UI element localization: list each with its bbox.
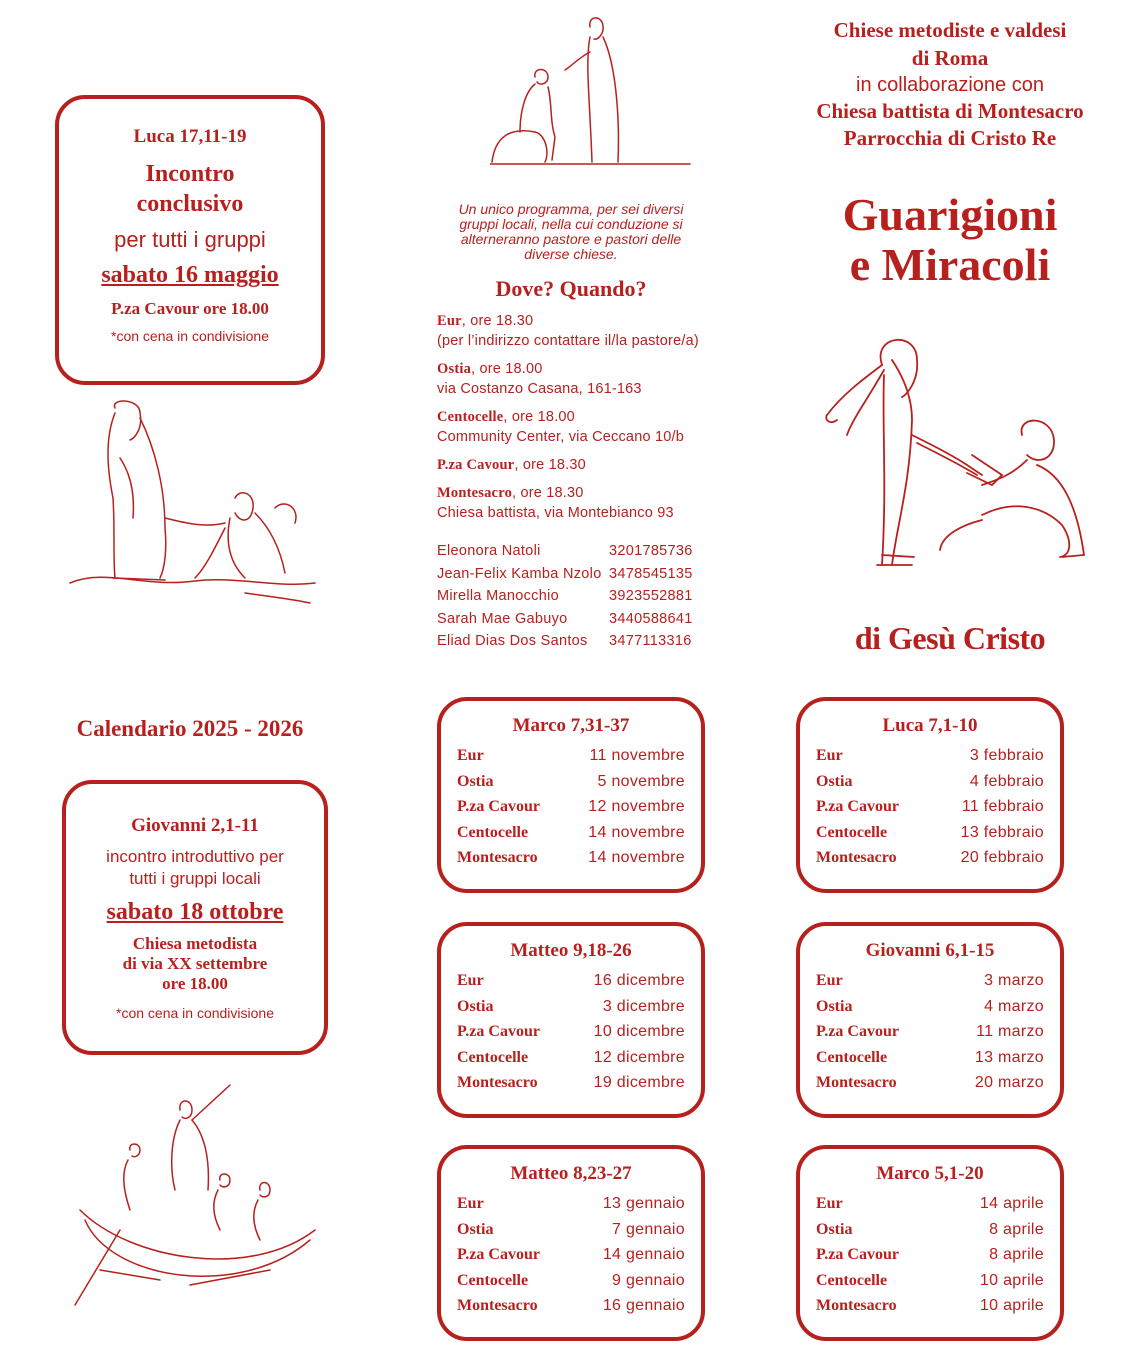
- schedule-location: P.za Cavour: [816, 1023, 899, 1041]
- schedule-row: [457, 769, 685, 795]
- schedule-row: [816, 1217, 1044, 1243]
- schedule-row: [457, 968, 685, 994]
- location-detail: (per l’indirizzo contattare il/la pastore/a): [437, 333, 699, 349]
- schedule-location: P.za Cavour: [816, 1246, 899, 1264]
- final-meeting-reference: Luca 17,11-19: [133, 126, 247, 147]
- schedule-date: 3 dicembre: [602, 997, 685, 1015]
- intro-meeting-desc-2: tutti i gruppi locali: [129, 869, 261, 888]
- schedule-location: Centocelle: [816, 823, 888, 841]
- location-name: Eur: [437, 313, 462, 329]
- location-name: Montesacro: [437, 485, 513, 501]
- schedule-row: [457, 743, 685, 769]
- contact-row: [437, 563, 717, 586]
- schedule-date: 4 marzo: [984, 997, 1044, 1015]
- partner-line-1: Chiesa battista di Montesacro: [816, 99, 1084, 123]
- schedule-location: P.za Cavour: [457, 798, 540, 816]
- contact-phone: 3923552881: [609, 588, 693, 604]
- collab-line: in collaborazione con: [856, 74, 1044, 96]
- schedule-row: [816, 1293, 1044, 1319]
- lepers-illustration: [65, 398, 320, 610]
- schedule-location: Centocelle: [816, 1271, 888, 1289]
- schedule-date: 8 aprile: [989, 1246, 1044, 1264]
- location-detail: via Costanzo Casana, 161-163: [437, 381, 642, 397]
- schedule-box: [796, 1145, 1064, 1341]
- schedule-date: 11 marzo: [976, 1023, 1044, 1041]
- final-meeting-date: sabato 16 maggio: [101, 262, 279, 288]
- schedule-date: 16 dicembre: [593, 972, 685, 989]
- location-item: [437, 455, 717, 475]
- contacts-list: [437, 540, 717, 653]
- schedule-date: 5 novembre: [597, 772, 685, 790]
- contact-phone: 3201785736: [609, 543, 693, 559]
- schedule-date: 13 gennaio: [602, 1195, 685, 1212]
- contact-row: [437, 540, 717, 563]
- schedule-date: 13 febbraio: [960, 823, 1044, 841]
- contact-name: Sarah Mae Gabuyo: [437, 610, 568, 627]
- schedule-date: 14 novembre: [588, 823, 685, 841]
- schedule-row: [816, 968, 1044, 994]
- location-time: , ore 18.30: [512, 485, 584, 501]
- location-item: [437, 359, 717, 399]
- schedule-location: Ostia: [816, 772, 853, 790]
- boat-illustration: [70, 1080, 320, 1310]
- schedule-row: [816, 820, 1044, 846]
- schedule-date: 7 gennaio: [612, 1220, 685, 1238]
- intro-meeting-reference: Giovanni 2,1-11: [131, 815, 259, 836]
- intro-meeting-box: [62, 780, 328, 1055]
- final-meeting-box: [55, 95, 325, 385]
- schedule-row: [457, 1070, 685, 1096]
- schedule-row: [457, 994, 685, 1020]
- schedule-row: [816, 1070, 1044, 1096]
- schedule-date: 3 marzo: [984, 972, 1044, 989]
- schedule-location: Eur: [816, 972, 843, 989]
- calendar-heading: Calendario 2025 - 2026: [76, 716, 304, 741]
- schedule-row: [816, 769, 1044, 795]
- schedule-location: Centocelle: [457, 1048, 529, 1066]
- location-name: P.za Cavour: [437, 457, 515, 473]
- org-line-1: Chiese metodiste e valdesi: [833, 18, 1067, 42]
- schedule-row: [457, 845, 685, 871]
- contact-name: Eliad Dias Dos Santos: [437, 633, 588, 649]
- schedule-reference: Matteo 9,18-26: [510, 940, 632, 961]
- schedule-row: [457, 1217, 685, 1243]
- location-item: [437, 407, 717, 447]
- schedule-date: 10 aprile: [979, 1271, 1044, 1289]
- schedule-row: [816, 1191, 1044, 1217]
- intro-meeting-note: *con cena in condivisione: [116, 1005, 274, 1021]
- schedule-date: 13 marzo: [974, 1048, 1044, 1066]
- locations-list: [437, 311, 717, 531]
- jesus-blessing-illustration: [490, 12, 695, 172]
- schedule-row: [816, 794, 1044, 820]
- schedule-date: 14 gennaio: [602, 1246, 685, 1264]
- schedule-date: 10 aprile: [979, 1297, 1044, 1315]
- schedule-row: [816, 845, 1044, 871]
- intro-meeting-desc-1: incontro introduttivo per: [106, 847, 284, 866]
- schedule-date: 4 febbraio: [969, 772, 1044, 790]
- location-time: , ore 18.00: [503, 409, 575, 425]
- schedule-location: P.za Cavour: [457, 1246, 540, 1264]
- schedule-location: Montesacro: [457, 1297, 538, 1315]
- schedule-row: [816, 1045, 1044, 1071]
- schedule-box: [437, 1145, 705, 1341]
- schedule-date: 11 febbraio: [961, 798, 1044, 816]
- jesus-healing-illustration: [822, 325, 1092, 575]
- schedule-box: [437, 697, 705, 893]
- schedule-row: [816, 1268, 1044, 1294]
- schedule-location: Montesacro: [457, 849, 538, 867]
- schedule-reference: Matteo 8,23-27: [510, 1163, 632, 1184]
- schedule-location: Centocelle: [457, 1271, 529, 1289]
- schedule-row: [816, 1242, 1044, 1268]
- location-time: , ore 18.00: [471, 361, 543, 377]
- intro-meeting-place-1: Chiesa metodista: [132, 934, 258, 953]
- schedule-location: Montesacro: [816, 1297, 897, 1315]
- schedule-date: 10 dicembre: [593, 1023, 685, 1041]
- schedule-row: [816, 1019, 1044, 1045]
- title-line-1: Guarigioni: [842, 189, 1058, 240]
- location-name: Ostia: [437, 361, 472, 377]
- page-subtitle: di Gesù Cristo: [854, 620, 1046, 656]
- intro-text: Un unico programma, per sei diversi gruppi locali, nella cui conduzione si alterneranno pastore e pastori delle diverse chiese.: [458, 201, 684, 262]
- where-when-heading: Dove? Quando?: [495, 276, 647, 301]
- schedule-location: P.za Cavour: [457, 1023, 540, 1041]
- schedule-date: 9 gennaio: [612, 1271, 685, 1289]
- schedule-row: [816, 994, 1044, 1020]
- contact-name: Jean-Felix Kamba Nzolo: [437, 565, 602, 582]
- final-meeting-heading-1: Incontro: [145, 161, 235, 187]
- schedule-date: 12 novembre: [588, 798, 685, 816]
- schedule-date: 19 dicembre: [593, 1074, 685, 1092]
- schedule-box: [796, 697, 1064, 893]
- contact-phone: 3477113316: [609, 633, 692, 649]
- schedule-location: Ostia: [457, 772, 494, 790]
- location-detail: Community Center, via Ceccano 10/b: [437, 429, 684, 445]
- schedule-row: [457, 794, 685, 820]
- schedule-location: Eur: [457, 747, 484, 764]
- partner-line-2: Parrocchia di Cristo Re: [843, 126, 1057, 150]
- schedule-date: 8 aprile: [989, 1220, 1044, 1238]
- location-item: [437, 311, 717, 351]
- schedule-location: Ostia: [457, 997, 494, 1015]
- final-meeting-note: *con cena in condivisione: [111, 328, 269, 344]
- schedule-location: Eur: [816, 1195, 843, 1212]
- schedule-reference: Giovanni 6,1-15: [865, 940, 995, 961]
- schedule-row: [457, 1242, 685, 1268]
- title-line-2: e Miracoli: [849, 239, 1051, 290]
- final-meeting-for-whom: per tutti i gruppi: [114, 227, 266, 252]
- schedule-date: 14 novembre: [588, 849, 685, 867]
- schedule-row: [457, 820, 685, 846]
- location-item: [437, 483, 717, 523]
- contact-phone: 3478545135: [609, 565, 693, 582]
- org-line-2: di Roma: [911, 46, 989, 70]
- schedule-row: [457, 1045, 685, 1071]
- schedule-date: 3 febbraio: [969, 747, 1044, 764]
- intro-meeting-date: sabato 18 ottobre: [106, 899, 284, 925]
- schedule-location: Centocelle: [457, 823, 529, 841]
- schedule-row: [816, 743, 1044, 769]
- final-meeting-place: P.za Cavour ore 18.00: [111, 299, 269, 318]
- page-title: [800, 190, 1100, 290]
- schedule-location: Montesacro: [457, 1074, 538, 1092]
- intro-meeting-place-2: di via XX settembre: [122, 954, 268, 973]
- contact-row: [437, 630, 717, 653]
- contact-row: [437, 585, 717, 608]
- schedule-row: [457, 1019, 685, 1045]
- contact-name: Eleonora Natoli: [437, 543, 541, 559]
- schedule-row: [457, 1293, 685, 1319]
- organizers-header: [800, 16, 1100, 152]
- location-time: , ore 18.30: [461, 313, 534, 329]
- schedule-location: Eur: [816, 747, 843, 764]
- schedule-date: 14 aprile: [979, 1195, 1044, 1212]
- schedule-date: 20 marzo: [974, 1074, 1044, 1092]
- intro-meeting-place-3: ore 18.00: [162, 974, 228, 993]
- schedule-box: [796, 922, 1064, 1118]
- schedule-date: 12 dicembre: [593, 1048, 685, 1066]
- schedule-box: [437, 922, 705, 1118]
- schedule-location: Eur: [457, 1195, 484, 1212]
- location-detail: Chiesa battista, via Montebianco 93: [437, 505, 674, 521]
- schedule-date: 16 gennaio: [602, 1297, 685, 1315]
- schedule-reference: Marco 5,1-20: [876, 1163, 984, 1184]
- schedule-location: P.za Cavour: [816, 798, 899, 816]
- schedule-reference: Marco 7,31-37: [512, 715, 630, 736]
- schedule-location: Centocelle: [816, 1048, 888, 1066]
- schedule-location: Ostia: [816, 997, 853, 1015]
- schedule-location: Ostia: [457, 1220, 494, 1238]
- final-meeting-heading-2: conclusivo: [136, 191, 244, 217]
- schedule-location: Eur: [457, 972, 484, 989]
- schedule-location: Montesacro: [816, 1074, 897, 1092]
- schedule-date: 11 novembre: [589, 747, 685, 764]
- contact-phone: 3440588641: [609, 610, 693, 627]
- contact-name: Mirella Manocchio: [437, 588, 559, 604]
- location-time: , ore 18.30: [514, 457, 586, 473]
- schedule-location: Ostia: [816, 1220, 853, 1238]
- schedule-date: 20 febbraio: [960, 849, 1044, 867]
- schedule-row: [457, 1268, 685, 1294]
- location-name: Centocelle: [437, 409, 504, 425]
- schedule-row: [457, 1191, 685, 1217]
- contact-row: [437, 608, 717, 631]
- schedule-reference: Luca 7,1-10: [882, 715, 978, 736]
- schedule-location: Montesacro: [816, 849, 897, 867]
